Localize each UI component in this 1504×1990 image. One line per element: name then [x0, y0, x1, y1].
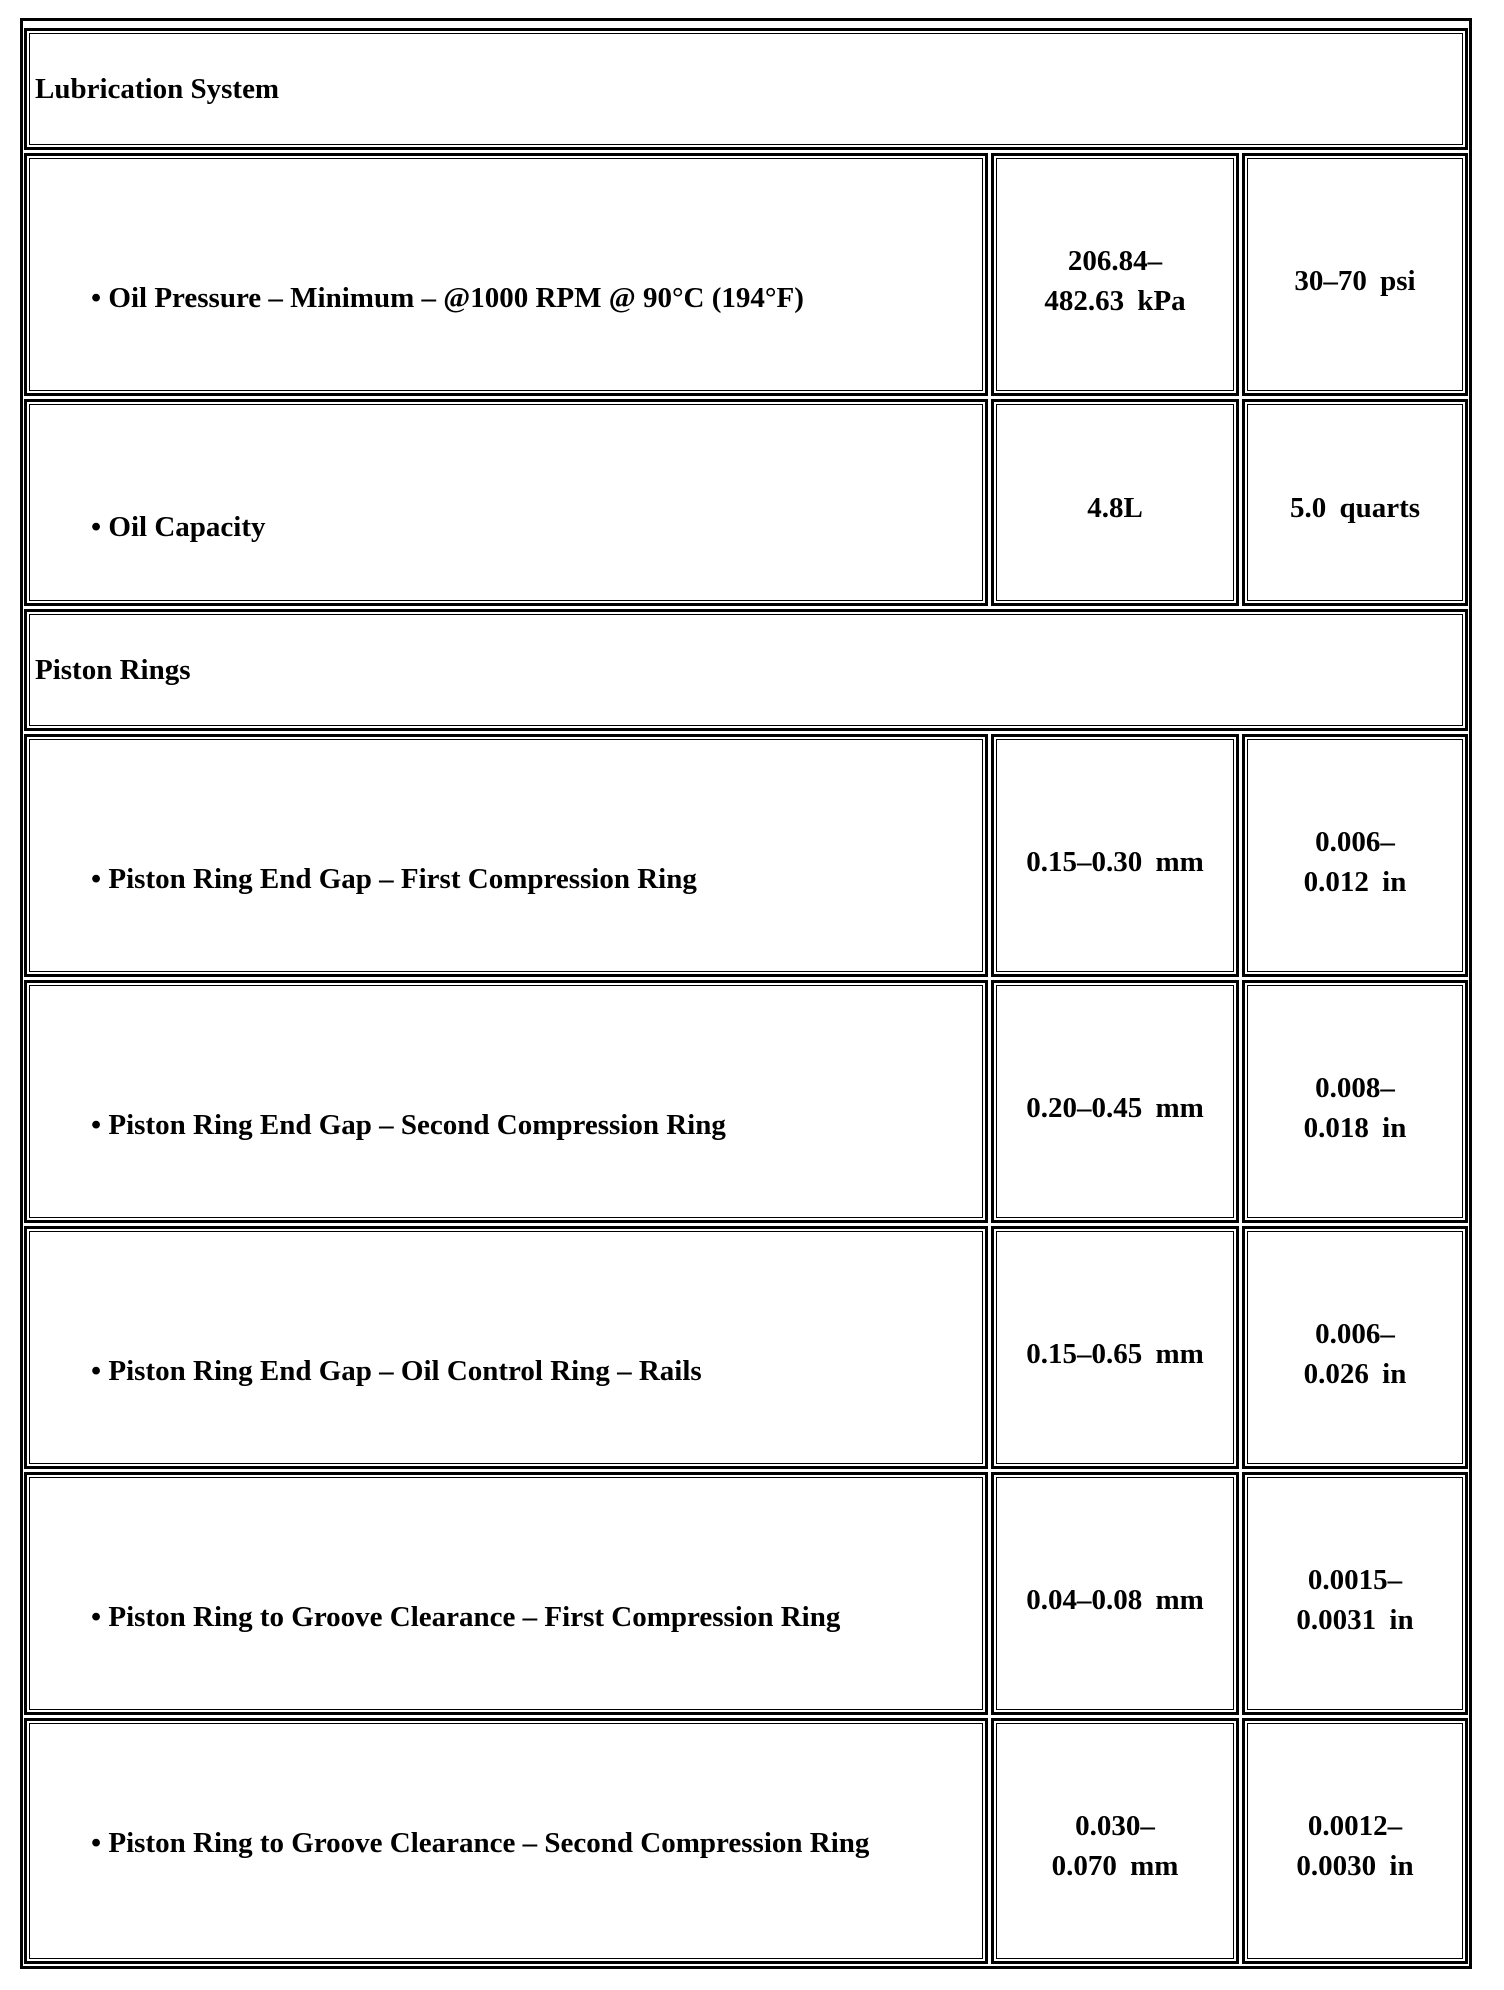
- spec-imperial-value: 0.008– 0.018 in: [1303, 1072, 1407, 1144]
- spec-imperial-value: 0.006– 0.026 in: [1303, 1318, 1407, 1390]
- spec-label-cell: [24, 1472, 988, 1715]
- spec-label: • Piston Ring End Gap – Second Compression Ring: [91, 1109, 726, 1141]
- spec-imperial-cell: [1242, 1472, 1468, 1715]
- spec-imperial-value: 0.006– 0.012 in: [1303, 826, 1407, 898]
- spec-metric-cell: [991, 1472, 1239, 1715]
- spec-imperial-value: 5.0 quarts: [1289, 492, 1421, 524]
- spec-label-cell: [24, 153, 988, 396]
- spec-imperial-cell: [1242, 980, 1468, 1223]
- spec-metric-value: 0.030– 0.070 mm: [1051, 1810, 1179, 1882]
- spec-label: • Piston Ring End Gap – First Compression Ring: [91, 863, 697, 895]
- spec-label-cell: [24, 980, 988, 1223]
- spec-imperial-cell: [1242, 399, 1468, 606]
- section-header-lubrication: [24, 28, 1468, 150]
- spec-label: • Piston Ring to Groove Clearance – First Compression Ring: [91, 1601, 841, 1633]
- spec-label: • Oil Pressure – Minimum – @1000 RPM @ 90°C (194°F): [91, 282, 804, 314]
- section-title: Piston Rings: [35, 654, 191, 686]
- spec-imperial-cell: [1242, 1718, 1468, 1964]
- spec-metric-value: 0.04–0.08 mm: [1026, 1584, 1204, 1616]
- spec-imperial-value: 0.0012– 0.0030 in: [1296, 1810, 1414, 1882]
- spec-imperial-cell: [1242, 734, 1468, 977]
- spec-imperial-cell: [1242, 1226, 1468, 1469]
- spec-metric-value: 0.15–0.65 mm: [1026, 1338, 1204, 1370]
- spec-label-cell: [24, 1718, 988, 1964]
- section-header-piston-rings: [24, 609, 1468, 731]
- section-title: Lubrication System: [35, 73, 280, 105]
- spec-metric-value: 0.20–0.45 mm: [1026, 1092, 1204, 1124]
- spec-metric-cell: [991, 153, 1239, 396]
- spec-metric-value: 4.8L: [1087, 492, 1143, 524]
- spec-label: • Oil Capacity: [91, 511, 266, 543]
- spec-metric-cell: [991, 1226, 1239, 1469]
- spec-label: • Piston Ring End Gap – Oil Control Ring – Rails: [91, 1355, 702, 1387]
- spec-label-cell: [24, 1226, 988, 1469]
- spec-imperial-value: 30–70 psi: [1294, 265, 1416, 297]
- spec-metric-cell: [991, 734, 1239, 977]
- spec-metric-value: 206.84– 482.63 kPa: [1044, 245, 1186, 317]
- spec-metric-value: 0.15–0.30 mm: [1026, 846, 1204, 878]
- spec-metric-cell: [991, 399, 1239, 606]
- spec-label: • Piston Ring to Groove Clearance – Second Compression Ring: [91, 1827, 870, 1859]
- spec-label-cell: [24, 399, 988, 606]
- spec-metric-cell: [991, 980, 1239, 1223]
- spec-imperial-value: 0.0015– 0.0031 in: [1296, 1564, 1414, 1636]
- spec-metric-cell: [991, 1718, 1239, 1964]
- spec-imperial-cell: [1242, 153, 1468, 396]
- spec-label-cell: [24, 734, 988, 977]
